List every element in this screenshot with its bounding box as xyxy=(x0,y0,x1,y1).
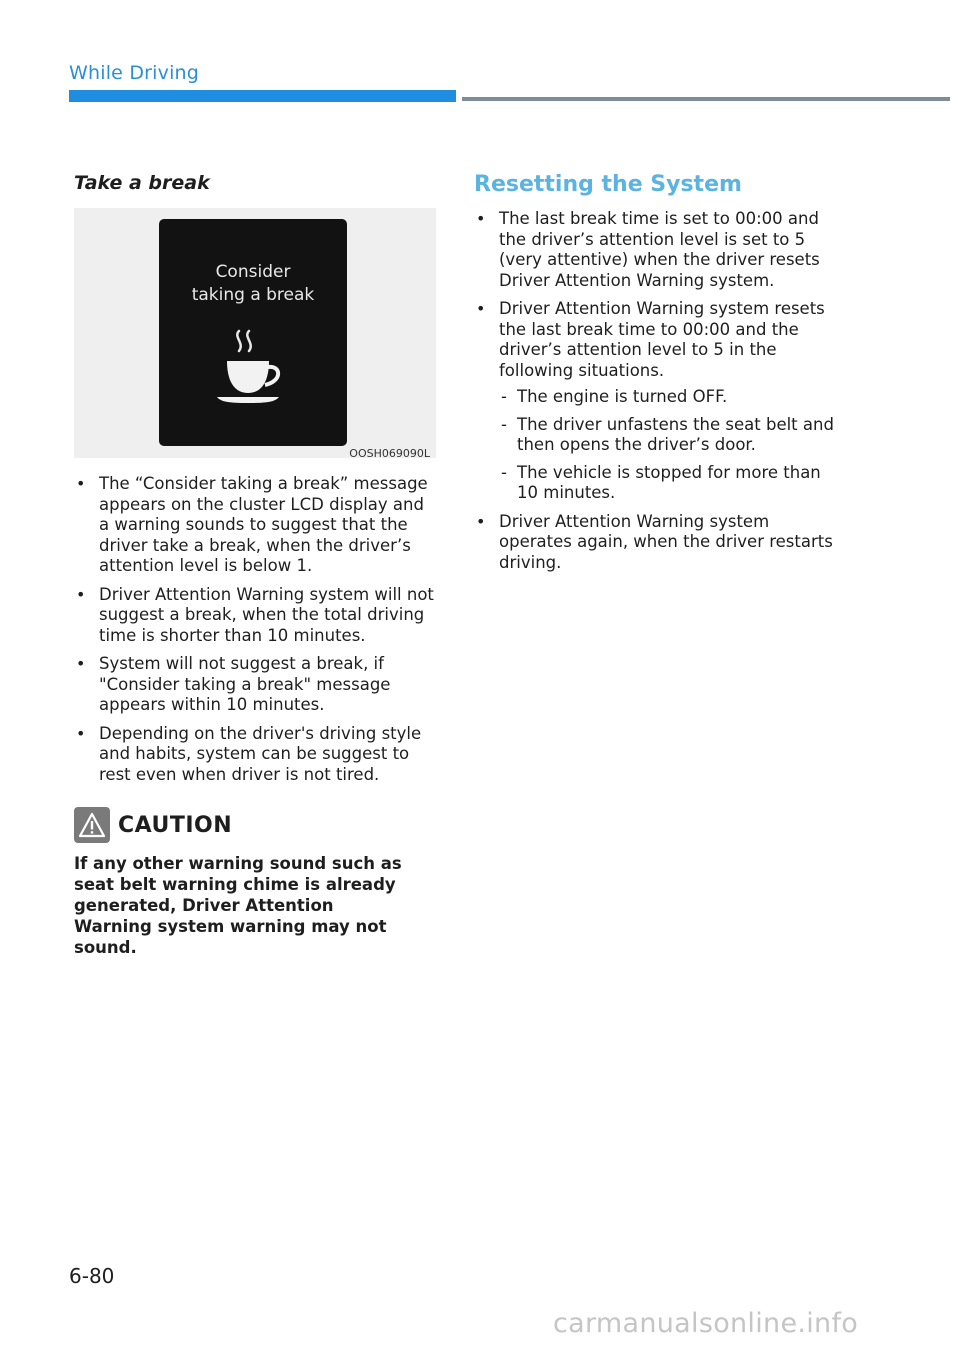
screen-line-1: Consider xyxy=(215,262,291,282)
section-subtitle: Take a break xyxy=(74,172,210,194)
screen-line-2: taking a break xyxy=(191,285,315,305)
list-item: • The last break time is set to 00:00 and the driver’s attention level is set to 5 (very attentive) when the driver resets Driver Attention Warning system. xyxy=(474,209,844,291)
caution-box xyxy=(74,807,438,958)
coffee-cup-icon xyxy=(217,327,291,407)
section-title: Resetting the System xyxy=(474,172,742,197)
left-column xyxy=(74,172,438,958)
list-item: • Driver Attention Warning system operates again, when the driver restarts driving. xyxy=(474,512,844,574)
list-item xyxy=(474,299,844,504)
cluster-lcd-screen xyxy=(159,219,347,446)
screen-message xyxy=(159,261,347,307)
figure-code: OOSH069090L xyxy=(349,447,430,460)
sub-list-item: - The driver unfastens the seat belt and then opens the driver’s door. xyxy=(499,415,844,456)
sub-list xyxy=(499,387,844,504)
list-item: • System will not suggest a break, if "Consider taking a break" message appears within 10 minutes. xyxy=(74,654,438,716)
left-bullet-list xyxy=(74,474,438,785)
page-number: 6-80 xyxy=(69,1264,115,1288)
sub-list-item: - The vehicle is stopped for more than 10 minutes. xyxy=(499,463,844,504)
warning-triangle-icon xyxy=(74,807,110,843)
header-bar-blue xyxy=(69,90,456,102)
header-bar-gray xyxy=(462,97,950,101)
caution-text: If any other warning sound such as seat belt warning chime is already generated, Driver Attention Warning system warning may not sound. xyxy=(74,854,402,957)
caution-label: CAUTION xyxy=(118,812,233,838)
list-item: • The “Consider taking a break” message appears on the cluster LCD display and a warning sounds to suggest that the driver take a break, when the driver’s attention level is below 1. xyxy=(74,474,438,577)
right-column xyxy=(474,172,844,581)
list-item: • Depending on the driver's driving style and habits, system can be suggest to rest even when driver is not tired. xyxy=(74,724,438,786)
header-title: While Driving xyxy=(69,62,200,84)
caution-header xyxy=(74,807,438,843)
right-bullet-list xyxy=(474,209,844,573)
list-item-text: Driver Attention Warning system resets the last break time to 00:00 and the driver’s attention level to 5 in the following situations. xyxy=(499,299,825,380)
sub-list-item: - The engine is turned OFF. xyxy=(499,387,844,408)
figure-take-a-break xyxy=(74,208,436,458)
list-item: • Driver Attention Warning system will not suggest a break, when the total driving time is shorter than 10 minutes. xyxy=(74,585,438,647)
watermark: carmanualsonline.info xyxy=(553,1308,859,1339)
